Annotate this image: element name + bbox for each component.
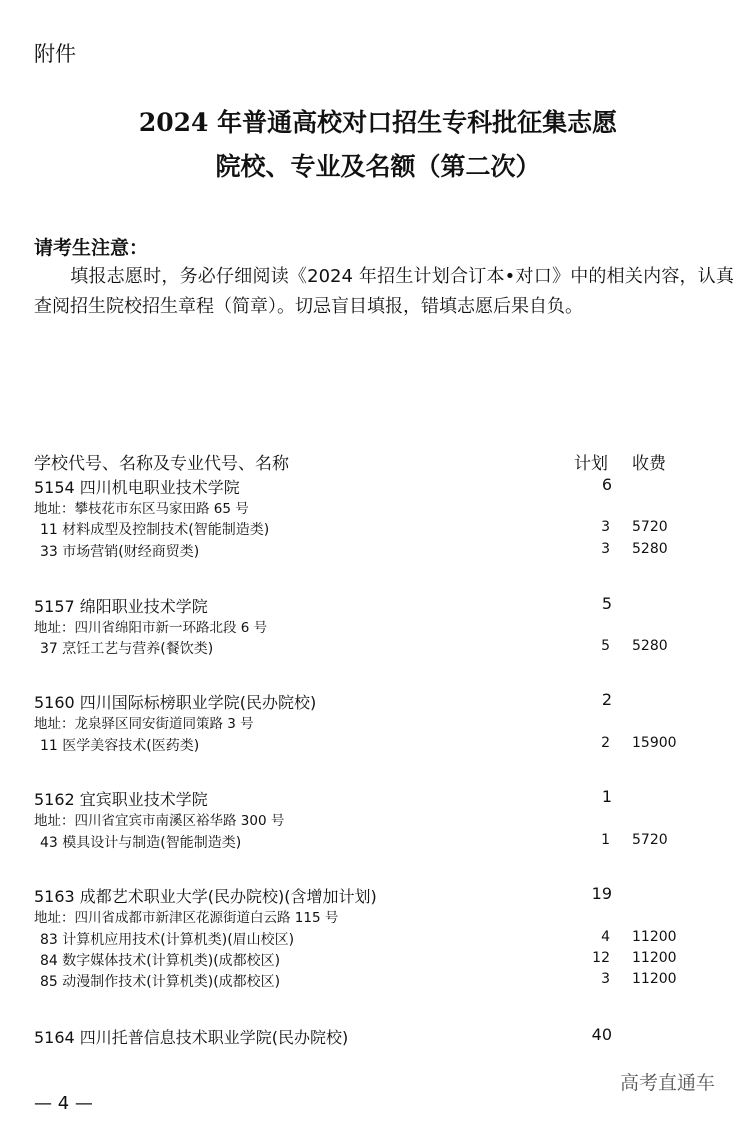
major-fee: 5280 (632, 541, 668, 557)
major-plan: 3 (601, 519, 610, 535)
major-plan: 4 (601, 929, 610, 945)
major-name: 11 医学美容技术(医药类) (40, 738, 200, 754)
major-fee: 5280 (632, 638, 668, 654)
header-name-column: 学校代号、名称及专业代号、名称 (34, 454, 289, 474)
header-plan-column: 计划 (574, 454, 608, 474)
school-plan: 6 (601, 475, 612, 494)
attachment-label: 附件 (34, 42, 76, 66)
major-plan: 1 (601, 832, 610, 848)
major-name: 43 模具设计与制造(智能制造类) (40, 835, 242, 851)
major-fee: 11200 (632, 929, 677, 945)
notice-body (34, 262, 734, 322)
school-name: 5160 四川国际标榜职业学院(民办院校) (34, 693, 317, 712)
major-fee: 5720 (632, 519, 668, 535)
header-fee-column: 收费 (632, 454, 666, 474)
major-name: 85 动漫制作技术(计算机类)(成都校区) (40, 974, 281, 990)
major-plan: 2 (601, 735, 610, 751)
major-plan: 5 (601, 638, 610, 654)
page-number: — 4 — (34, 1093, 93, 1114)
watermark-text: 高考直通车 (620, 1072, 716, 1094)
school-plan: 1 (601, 787, 612, 806)
school-address: 地址：四川省绵阳市新一环路北段 6 号 (34, 620, 268, 636)
school-address: 地址：攀枝花市东区马家田路 65 号 (34, 501, 249, 517)
major-name: 33 市场营销(财经商贸类) (40, 544, 200, 560)
school-address: 地址：龙泉驿区同安街道同策路 3 号 (34, 716, 254, 732)
school-address: 地址：四川省成都市新津区花源街道白云路 115 号 (34, 910, 339, 926)
school-plan: 5 (601, 594, 612, 613)
page-title-line-1: 2024 年普通高校对口招生专科批征集志愿 (138, 108, 618, 137)
major-name: 37 烹饪工艺与营养(餐饮类) (40, 641, 214, 657)
major-plan: 3 (601, 541, 610, 557)
school-name: 5157 绵阳职业技术学院 (34, 597, 208, 616)
major-fee: 15900 (632, 735, 677, 751)
page-title-line-2: 院校、专业及名额（第二次） (215, 152, 541, 181)
school-name: 5164 四川托普信息技术职业学院(民办院校) (34, 1028, 349, 1047)
notice-body-text: 填报志愿时，务必仔细阅读《2024 年招生计划合订本•对口》中的相关内容，认真查阅招生院校招生章程（简章）。切忌盲目填报，错填志愿后果自负。 (34, 266, 734, 317)
major-fee: 11200 (632, 971, 677, 987)
major-fee: 11200 (632, 950, 677, 966)
notice-heading: 请考生注意： (34, 237, 149, 259)
school-plan: 19 (591, 884, 612, 903)
school-address: 地址：四川省宜宾市南溪区裕华路 300 号 (34, 813, 285, 829)
major-name: 84 数字媒体技术(计算机类)(成都校区) (40, 953, 281, 969)
major-name: 83 计算机应用技术(计算机类)(眉山校区) (40, 932, 295, 948)
major-plan: 12 (592, 950, 610, 966)
major-fee: 5720 (632, 832, 668, 848)
school-name: 5154 四川机电职业技术学院 (34, 478, 240, 497)
school-name: 5163 成都艺术职业大学(民办院校)(含增加计划) (34, 887, 377, 906)
major-plan: 3 (601, 971, 610, 987)
major-name: 11 材料成型及控制技术(智能制造类) (40, 522, 270, 538)
school-plan: 2 (601, 690, 612, 709)
school-name: 5162 宜宾职业技术学院 (34, 790, 208, 809)
school-plan: 40 (591, 1025, 612, 1044)
